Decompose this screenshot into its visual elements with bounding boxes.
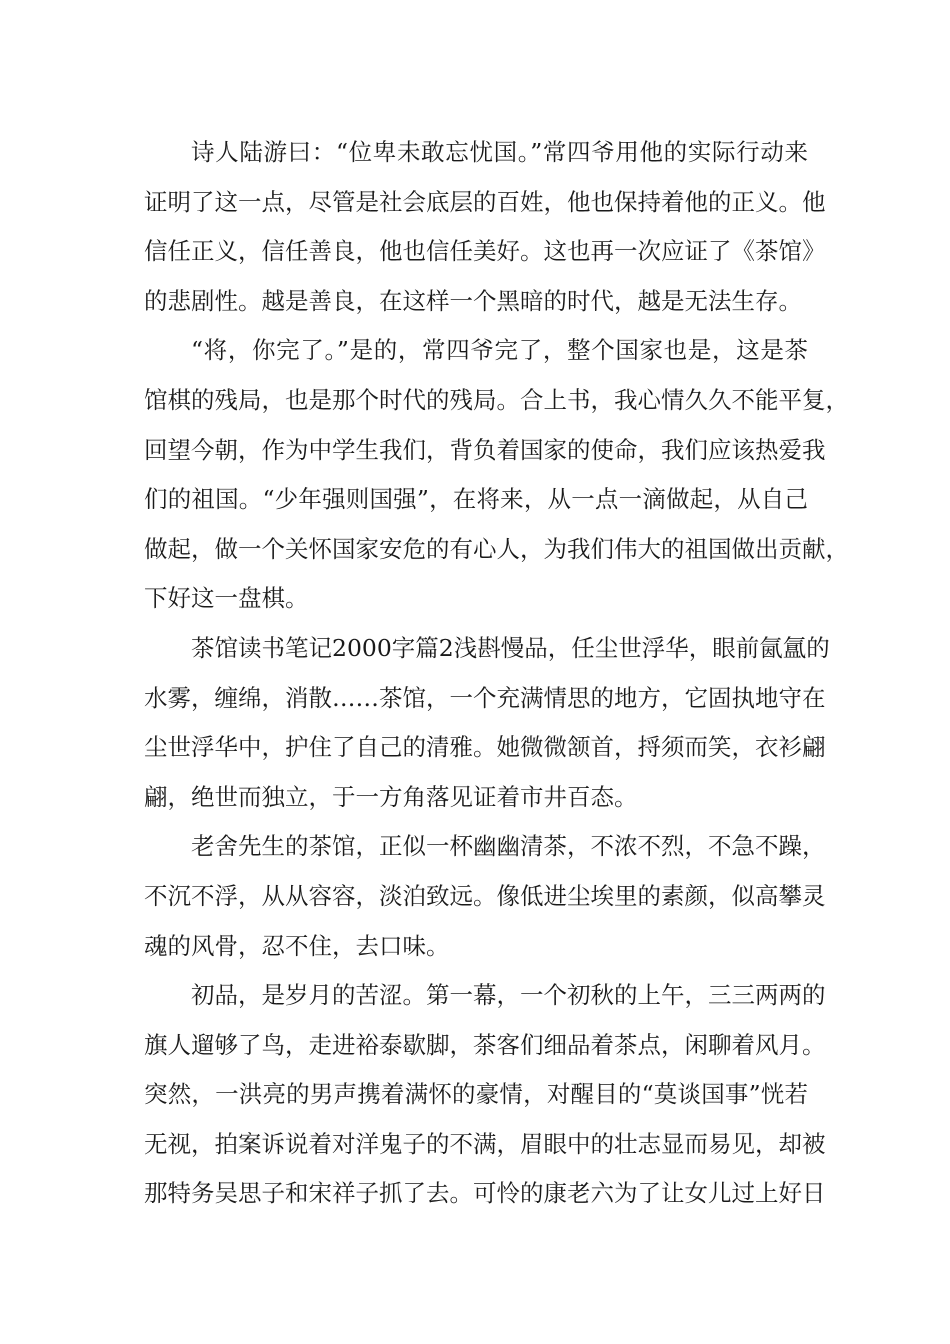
text-line: 老舍先生的茶馆，正似一杯幽幽清茶，不浓不烈，不急不躁， xyxy=(191,832,826,861)
text-line: 做起，做一个关怀国家安危的有心人，为我们伟大的祖国做出贡献， xyxy=(144,534,849,563)
text-line: 尘世浮华中，护住了自己的清雅。她微微颔首，捋须而笑，衣衫翩 xyxy=(144,733,826,762)
text-line: 回望今朝，作为中学生我们，背负着国家的使命，我们应该热爱我 xyxy=(144,435,826,464)
text-line: 水雾，缠绵，消散……茶馆，一个充满情思的地方，它固执地守在 xyxy=(144,683,826,712)
text-line: 旗人遛够了鸟，走进裕泰歇脚，茶客们细品着茶点，闲聊着风月。 xyxy=(144,1030,826,1059)
text-line: 无视，拍案诉说着对洋鬼子的不满，眉眼中的壮志显而易见，却被 xyxy=(144,1129,826,1158)
text-line: 翩，绝世而独立，于一方角落见证着市井百态。 xyxy=(144,782,638,811)
text-line: 不沉不浮，从从容容，淡泊致远。像低进尘埃里的素颜，似高攀灵 xyxy=(144,881,826,910)
text-line: 证明了这一点，尽管是社会底层的百姓，他也保持着他的正义。他 xyxy=(144,187,826,216)
text-line: 那特务吴思子和宋祥子抓了去。可怜的康老六为了让女儿过上好日 xyxy=(144,1179,826,1208)
text-line: 信任正义，信任善良，他也信任美好。这也再一次应证了《茶馆》 xyxy=(144,237,826,266)
text-line: 初品，是岁月的苦涩。第一幕，一个初秋的上午，三三两两的 xyxy=(191,981,826,1010)
document-body xyxy=(144,128,849,1219)
text-line: 馆棋的残局，也是那个时代的残局。合上书，我心情久久不能平复， xyxy=(144,385,849,414)
text-line: 诗人陆游曰：“位卑未敢忘忧国。”常四爷用他的实际行动来 xyxy=(191,138,808,166)
text-line: 的悲剧性。越是善良，在这样一个黑暗的时代，越是无法生存。 xyxy=(144,286,802,315)
text-line: 突然，一洪亮的男声携着满怀的豪情，对醒目的“莫谈国事”恍若 xyxy=(144,1080,808,1109)
text-line: 下好这一盘棋。 xyxy=(144,584,309,613)
text-line: 们的祖国。“少年强则国强”，在将来，从一点一滴做起，从自己 xyxy=(144,485,808,514)
text-line: “将，你完了。”是的，常四爷完了，整个国家也是，这是茶 xyxy=(191,336,808,365)
text-line: 魂的风骨，忍不住，去口味。 xyxy=(144,931,450,960)
text-line: 茶馆读书笔记2000字篇2浅斟慢品，任尘世浮华，眼前氤氲的 xyxy=(191,633,830,662)
